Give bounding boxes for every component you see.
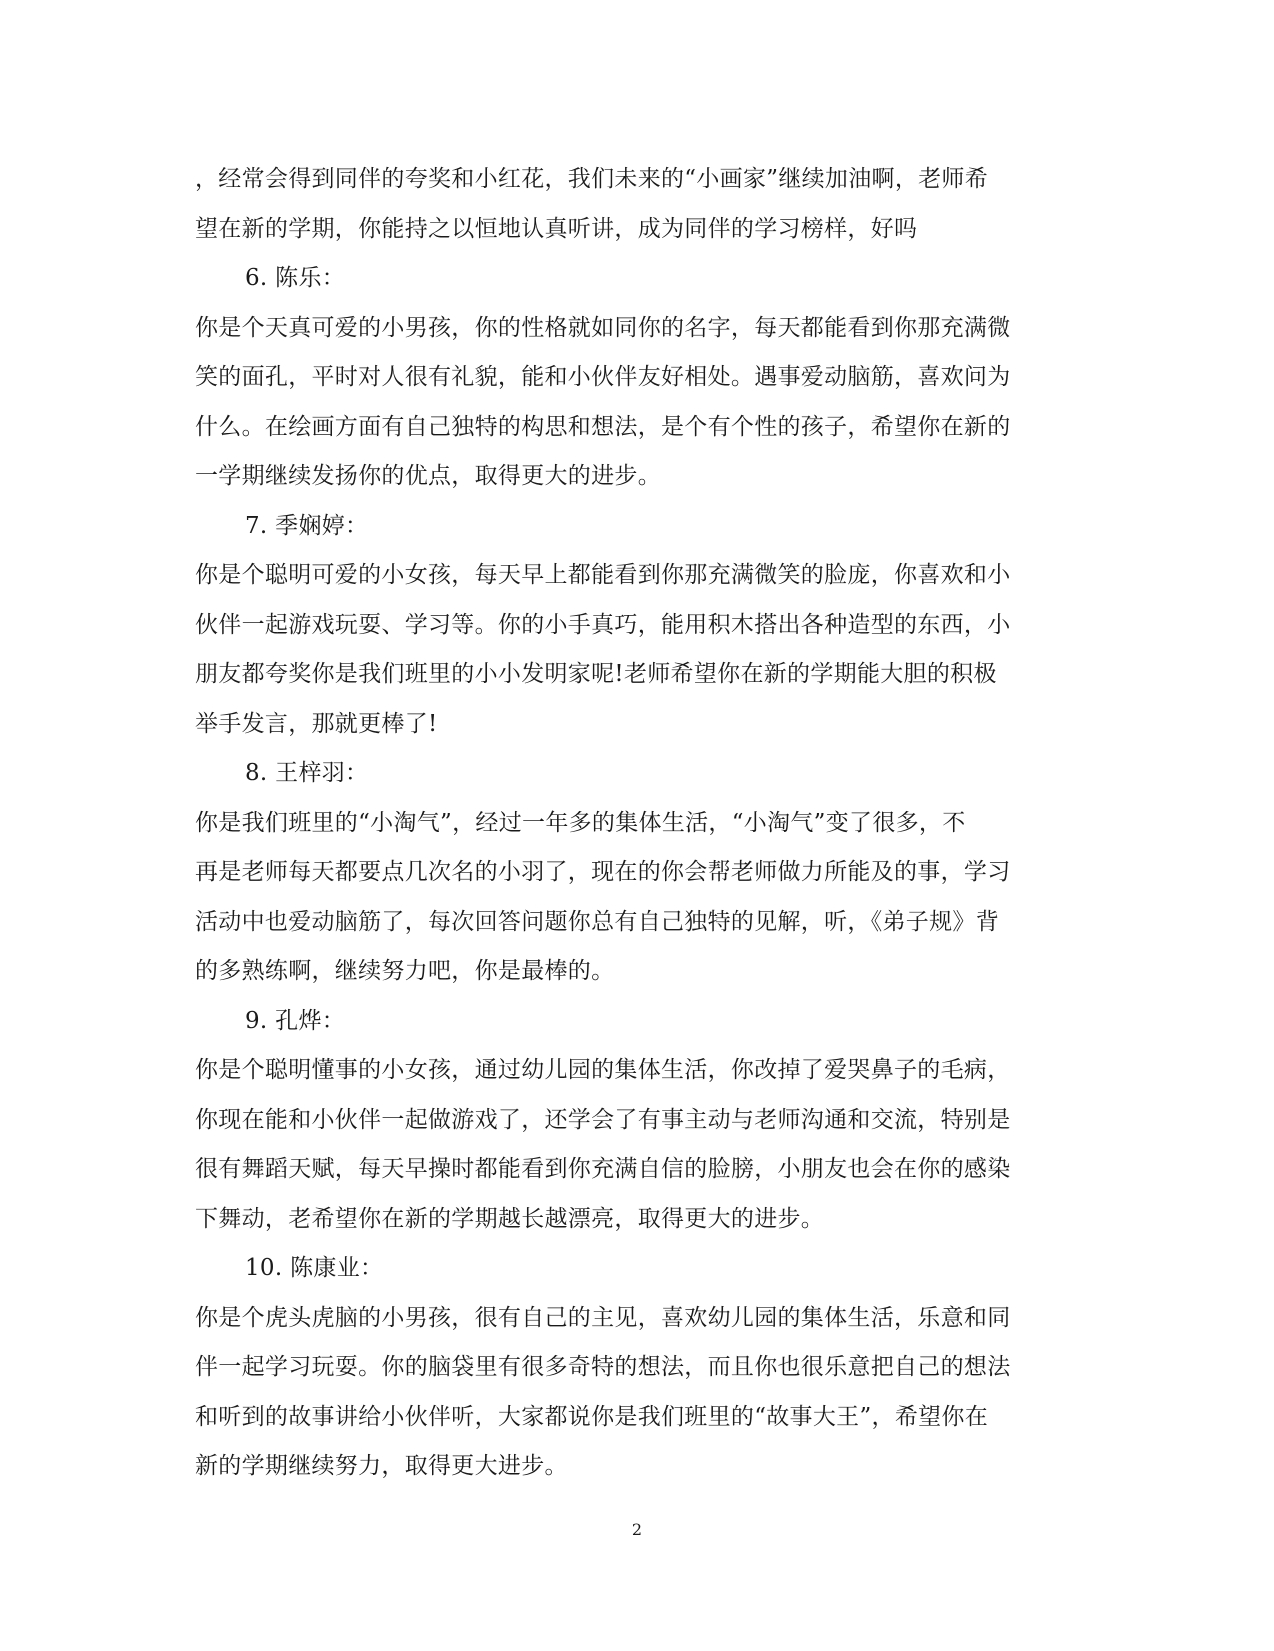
body-line: 下舞动，老希望你在新的学期越长越漂亮，取得更大的进步。 xyxy=(195,1205,825,1232)
body-line: 什么。在绘画方面有自己独特的构思和想法，是个有个性的孩子，希望你在新的 xyxy=(195,413,1011,440)
body-line: 新的学期继续努力，取得更大进步。 xyxy=(195,1453,568,1479)
body-line: 一学期继续发扬你的优点，取得更大的进步。 xyxy=(195,463,661,489)
body-line: 很有舞蹈天赋，每天早操时都能看到你充满自信的脸膀，小朋友也会在你的感染 xyxy=(195,1156,1011,1182)
body-line: 举手发言，那就更棒了! xyxy=(195,710,438,737)
page-number: 2 xyxy=(631,1520,643,1539)
body-line: 伴一起学习玩耍。你的脑袋里有很多奇特的想法，而且你也很乐意把自己的想法 xyxy=(195,1354,1011,1380)
body-line: ，经常会得到同伴的夸奖和小红花，我们未来的“小画家”继续加油啊，老师希 xyxy=(195,166,989,192)
body-line: 笑的面孔，平时对人很有礼貌，能和小伙伴友好相处。遇事爱动脑筋，喜欢问为 xyxy=(195,364,1011,390)
student-heading: 9. 孔烨： xyxy=(245,1007,346,1034)
body-line: 活动中也爱动脑筋了，每次回答问题你总有自己独特的见解，听，《弟子规》背 xyxy=(195,908,999,935)
body-line: 你是个聪明可爱的小女孩，每天早上都能看到你那充满微笑的脸庞，你喜欢和小 xyxy=(195,562,1011,588)
body-line: 你现在能和小伙伴一起做游戏了，还学会了有事主动与老师沟通和交流，特别是 xyxy=(195,1106,1011,1133)
body-line: 你是我们班里的“小淘气”，经过一年多的集体生活，“小淘气”变了很多，不 xyxy=(195,809,966,836)
body-line: 再是老师每天都要点几次名的小羽了，现在的你会帮老师做力所能及的事，学习 xyxy=(195,859,1011,885)
student-heading: 10. 陈康业： xyxy=(245,1255,384,1281)
body-line: 你是个天真可爱的小男孩，你的性格就如同你的名字，每天都能看到你那充满微 xyxy=(195,314,1011,341)
student-heading: 6. 陈乐： xyxy=(245,265,346,291)
student-heading: 8. 王梓羽： xyxy=(245,760,369,786)
body-line: 和听到的故事讲给小伙伴听，大家都说你是我们班里的“故事大王”，希望你在 xyxy=(195,1403,989,1430)
body-line: 你是个聪明懂事的小女孩，通过幼儿园的集体生活，你改掉了爱哭鼻子的毛病， xyxy=(195,1057,1011,1083)
student-heading: 7. 季娴婷： xyxy=(245,512,369,539)
document-body xyxy=(195,155,1075,1492)
body-line: 望在新的学期，你能持之以恒地认真听讲，成为同伴的学习榜样，好吗 xyxy=(195,215,918,242)
body-line: 伙伴一起游戏玩耍、学习等。你的小手真巧，能用积木搭出各种造型的东西，小 xyxy=(195,611,1011,638)
body-line: 朋友都夸奖你是我们班里的小小发明家呢!老师希望你在新的学期能大胆的积极 xyxy=(195,661,997,687)
body-line: 你是个虎头虎脑的小男孩，很有自己的主见，喜欢幼儿园的集体生活，乐意和同 xyxy=(195,1304,1011,1331)
body-line: 的多熟练啊，继续努力吧，你是最棒的。 xyxy=(195,958,615,984)
